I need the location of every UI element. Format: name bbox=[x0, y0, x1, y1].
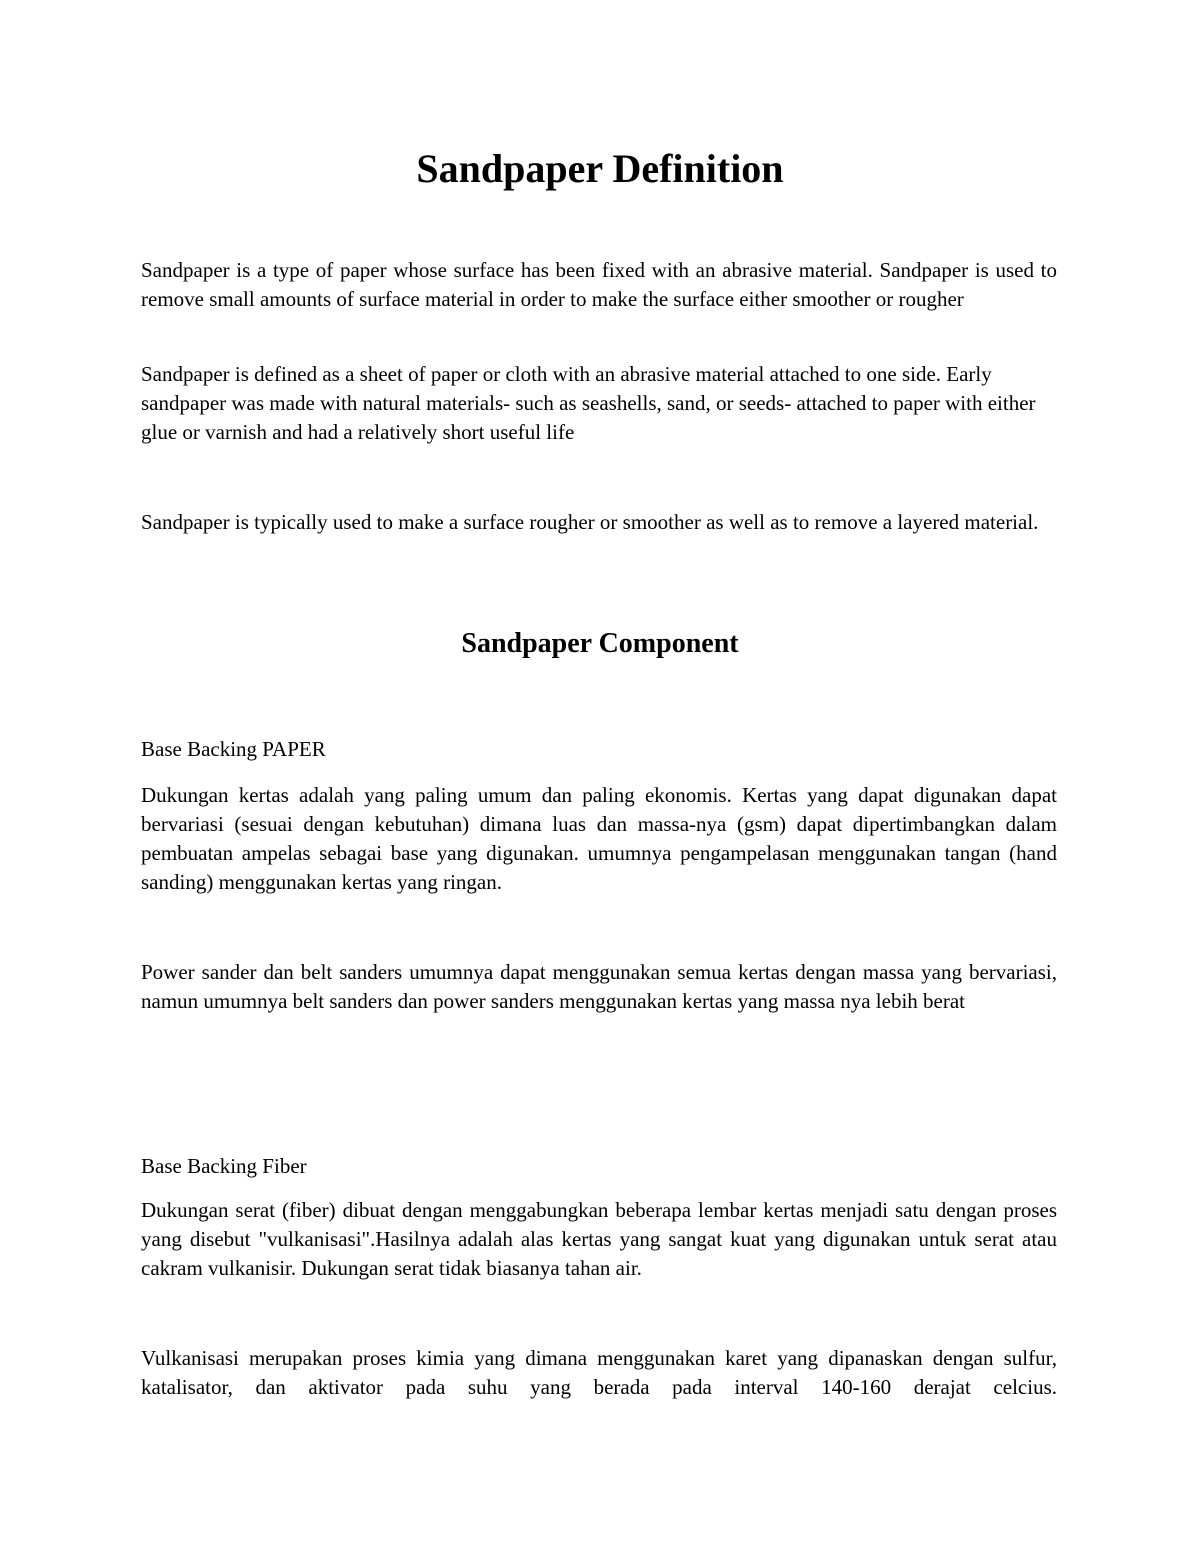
definition-paragraph-1: Sandpaper is a type of paper whose surface has been fixed with an abrasive material. Sandpaper is used to remove small amounts of surface material in order to make the surface either smoother or rougher bbox=[141, 258, 1057, 311]
fiber-paragraph-1: Dukungan serat (fiber) dibuat dengan menggabungkan beberapa lembar kertas menjadi satu dengan proses yang disebut "vulkanisasi".Hasilnya adalah alas kertas yang sangat kuat yang digunakan untuk serat atau cakram vulkanisir. Dukungan serat tidak biasanya tahan air. bbox=[141, 1198, 1057, 1280]
subheading-base-backing-paper: Base Backing PAPER bbox=[141, 737, 326, 761]
section-heading: Sandpaper Component bbox=[461, 628, 739, 659]
paper-paragraph-2: Power sander dan belt sanders umumnya dapat menggunakan semua kertas dengan massa yang bervariasi, namun umumnya belt sanders dan power sanders menggunakan kertas yang massa nya lebih berat bbox=[141, 960, 1057, 1013]
paper-paragraph-1: Dukungan kertas adalah yang paling umum dan paling ekonomis. Kertas yang dapat digunakan dapat bervariasi (sesuai dengan kebutuhan) dimana luas dan massa-nya (gsm) dapat dipertimbangkan dalam pembuatan ampelas sebagai base yang digunakan. umumnya pengampelasan menggunakan tangan (hand sanding) menggunakan kertas yang ringan. bbox=[141, 783, 1057, 894]
subheading-base-backing-fiber: Base Backing Fiber bbox=[141, 1154, 307, 1178]
fiber-paragraph-2: Vulkanisasi merupakan proses kimia yang dimana menggunakan karet yang dipanaskan dengan sulfur, katalisator, dan aktivator pada suhu yang berada pada interval 140-160 derajat celcius. bbox=[141, 1346, 1057, 1399]
page-title: Sandpaper Definition bbox=[416, 146, 784, 191]
definition-paragraph-2: Sandpaper is defined as a sheet of paper or cloth with an abrasive material attached to one side. Early sandpaper was made with natural materials- such as seashells, sand, or seeds- attached to paper with either glue or varnish and had a relatively short useful life bbox=[141, 362, 1036, 444]
definition-paragraph-3: Sandpaper is typically used to make a surface rougher or smoother as well as to remove a layered material. bbox=[141, 510, 1039, 534]
